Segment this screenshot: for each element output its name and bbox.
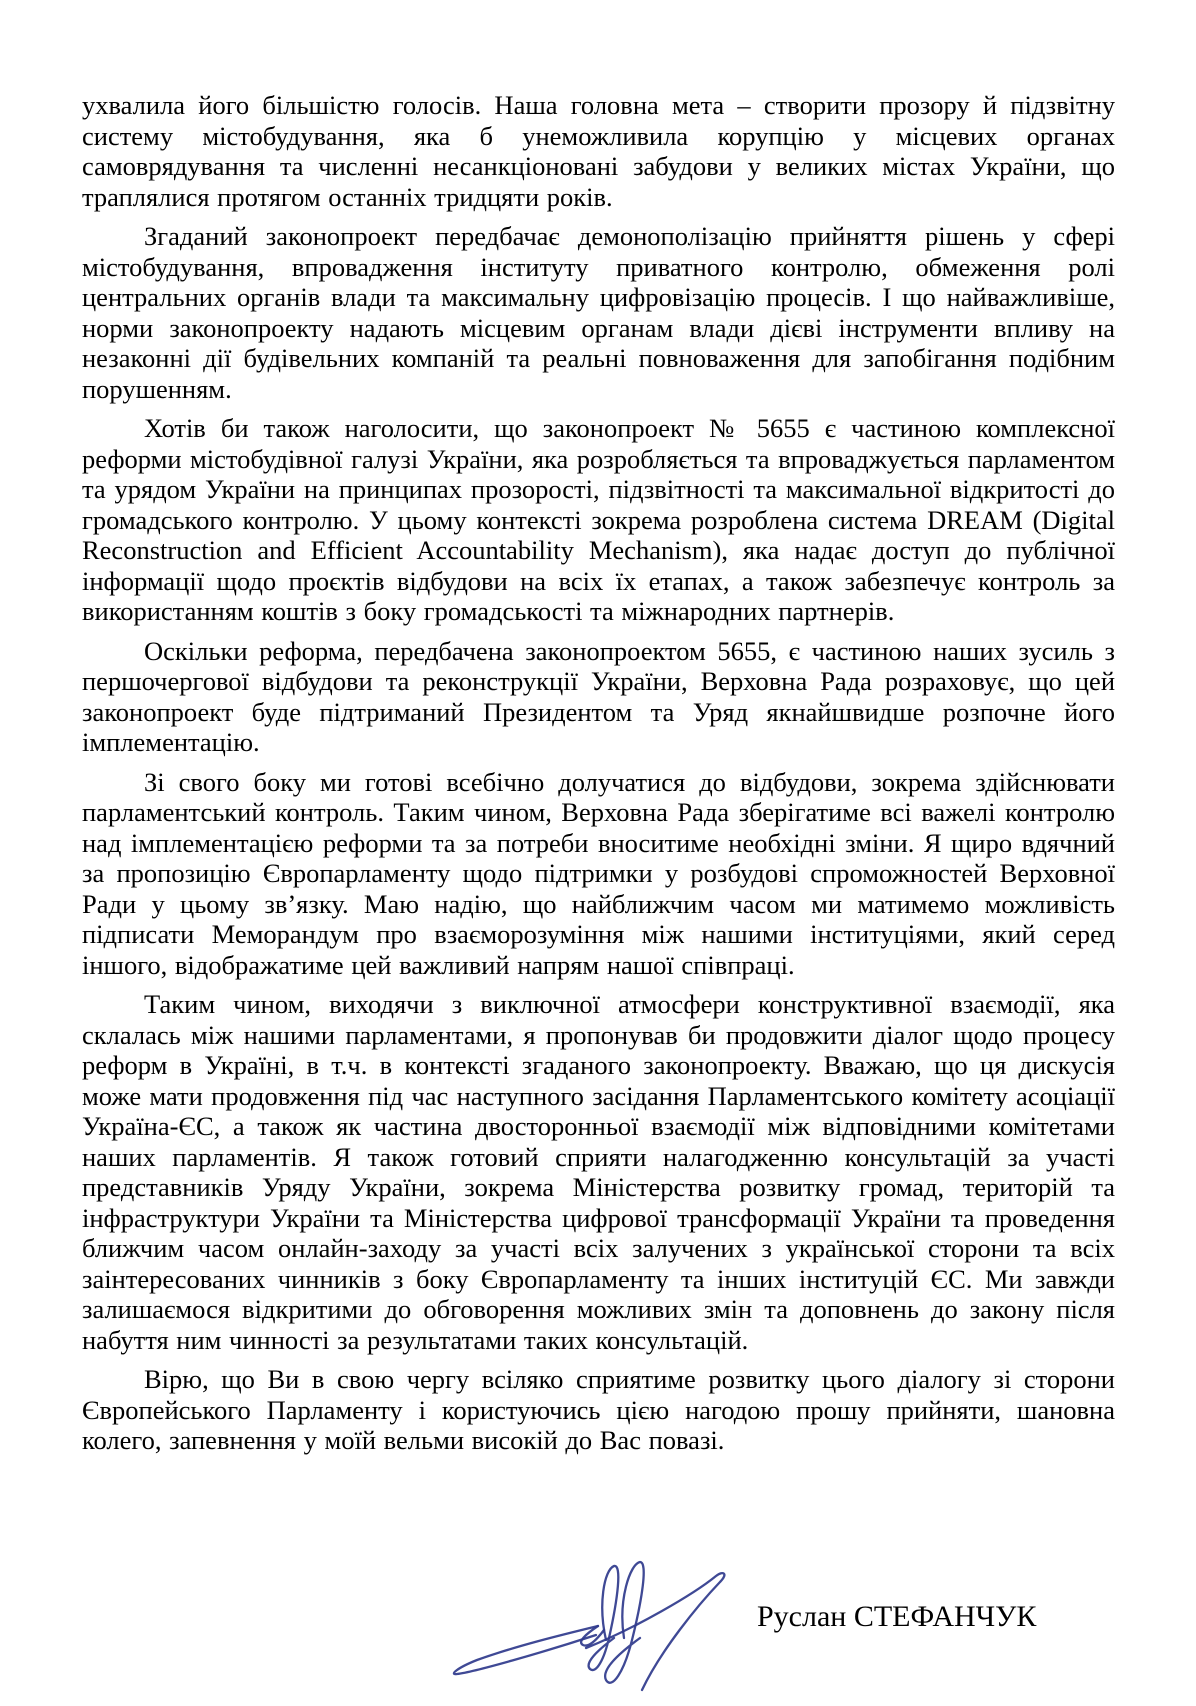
signature-name: Руслан СТЕФАНЧУК — [757, 1600, 1037, 1633]
paragraph-3: Хотів би також наголосити, що законопроект № 5655 є частиною комплексної реформи містобудівної галузі України, яка розробляється та впроваджується парламентом та урядом України на принципах прозорості, підзвітності та максимальної відкритості до громадського контролю. У цьому контексті зокрема розроблена система DREAM (Digital Reconstruction and Efficient Accountability Mechanism), яка надає доступ до публічної інформації щодо проєктів відбудови на всіх їх етапах, а також забезпечує контроль за використанням коштів з боку громадськості та міжнародних партнерів. — [82, 413, 1115, 626]
paragraph-6: Таким чином, виходячи з виключної атмосфери конструктивної взаємодії, яка склалась між нашими парламентами, я пропонував би продовжити діалог щодо процесу реформ в Україні, в т.ч. в контексті згаданого законопроекту. Вважаю, що ця дискусія може мати продовження під час наступного засідання Парламентського комітету асоціації Україна-ЄС, а також як частина двосторонньої взаємодії між відповідними комітетами наших парламентів. Я також готовий сприяти налагодженню консультацій за участі представників Уряду України, зокрема Міністерства розвитку громад, територій та інфраструктури України та Міністерства цифрової трансформації України та проведення ближчим часом онлайн-заходу за участі всіх залучених з української сторони та всіх заінтересованих чинників з боку Європарламенту та інших інституцій ЄС. Ми завжди залишаємося відкритими до обговорення можливих змін та доповнень до закону після набуття ним чинності за результатами таких консультацій. — [82, 989, 1115, 1355]
letter-body — [82, 90, 1115, 1465]
paragraph-5: Зі свого боку ми готові всебічно долучатися до відбудови, зокрема здійснювати парламентський контроль. Таким чином, Верховна Рада зберігатиме всі важелі контролю над імплементацією реформи та за потреби вноситиме необхідні зміни. Я щиро вдячний за пропозицію Європарламенту щодо підтримки у розбудові спроможностей Верховної Ради у цьому зв’язку. Маю надію, що найближчим часом ми матимемо можливість підписати Меморандум про взаєморозуміння між нашими інституціями, який серед іншого, відображатиме цей важливий напрям нашої співпраці. — [82, 766, 1115, 980]
paragraph-2: Згаданий законопроект передбачає демонополізацію прийняття рішень у сфері містобудування, впровадження інституту приватного контролю, обмеження ролі центральних органів влади та максимальну цифровізацію процесів. І що найважливіше, норми законопроекту надають місцевим органам влади дієві інструменти впливу на незаконні дії будівельних компаній та реальні повноваження для запобігання подібним порушенням. — [82, 221, 1115, 404]
handwritten-signature-icon — [446, 1550, 748, 1698]
paragraph-4: Оскільки реформа, передбачена законопроектом 5655, є частиною наших зусиль з першочергової відбудови та реконструкції України, Верховна Рада розраховує, що цей законопроект буде підтриманий Президентом та Уряд якнайшвидше розпочне його імплементацію. — [82, 635, 1115, 757]
paragraph-1: ухвалила його більшістю голосів. Наша головна мета – створити прозору й підзвітну систему містобудування, яка б унеможливила корупцію у місцевих органах самоврядування та численні несанкціоновані забудови у великих містах України, що траплялися протягом останніх тридцяти років. — [82, 90, 1115, 212]
paragraph-7: Вірю, що Ви в свою чергу всіляко сприятиме розвитку цього діалогу зі сторони Європейського Парламенту і користуючись цією нагодою прошу прийняти, шановна колего, запевнення у моїй вельми високій до Вас повазі. — [82, 1364, 1115, 1455]
